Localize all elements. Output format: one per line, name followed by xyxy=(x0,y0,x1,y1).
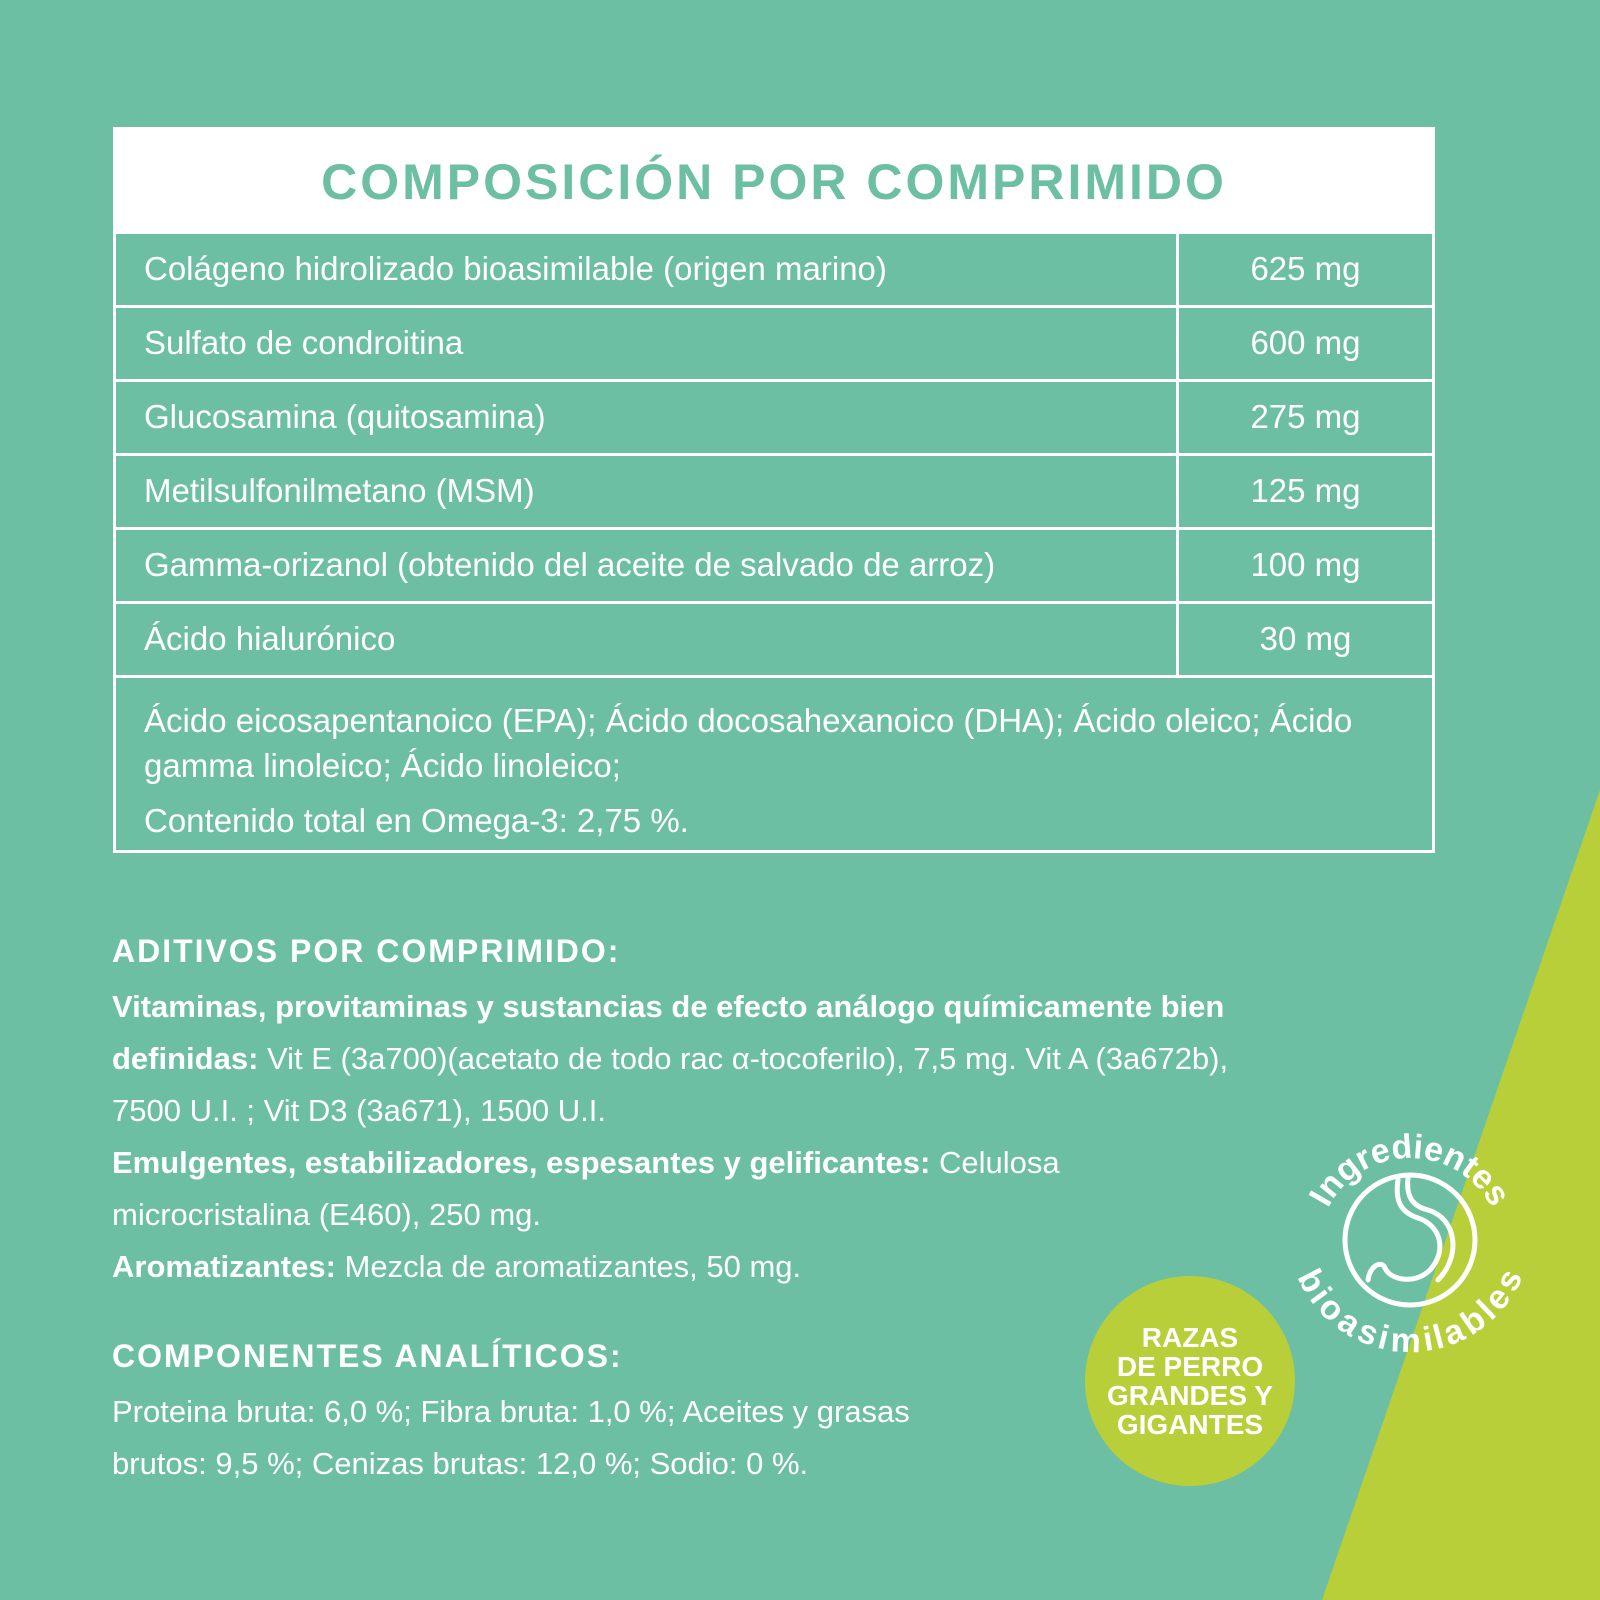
large-breeds-badge xyxy=(1085,1276,1295,1486)
analytical-heading: COMPONENTES ANALÍTICOS: xyxy=(112,1338,623,1374)
ingredient-name: Metilsulfonilmetano (MSM) xyxy=(116,456,1179,527)
ingredient-name: Ácido hialurónico xyxy=(116,604,1179,675)
ingredient-name: Gamma-orizanol (obtenido del aceite de salvado de arroz) xyxy=(116,530,1179,601)
ingredient-value: 600 mg xyxy=(1250,324,1361,361)
ingredient-value: 30 mg xyxy=(1259,620,1352,657)
composition-table xyxy=(113,127,1435,853)
table-row xyxy=(116,527,1432,601)
ingredient-value: 100 mg xyxy=(1250,546,1361,583)
table-row xyxy=(116,601,1432,675)
ingredient-name: Glucosamina (quitosamina) xyxy=(116,382,1179,453)
emulsifiers-text: Celulosa microcristalina (E460), 250 mg. xyxy=(112,1145,1060,1232)
badge-bottom-text: bioasimilables xyxy=(1290,1263,1530,1360)
omega-total: Contenido total en Omega-3: 2,75 %. xyxy=(144,802,689,839)
omega-acids: Ácido eicosapentanoico (EPA); Ácido docosahexanoico (DHA); Ácido oleico; Ácido gamma linoleico; Ácido linoleico; xyxy=(144,702,1353,784)
additives-section xyxy=(112,925,1262,1293)
table-row xyxy=(116,305,1432,379)
stomach-icon xyxy=(1368,1178,1453,1280)
badge-line: GIGANTES xyxy=(1116,1409,1264,1440)
badge-line: RAZAS xyxy=(1141,1322,1239,1353)
analytical-text: Proteina bruta: 6,0 %; Fibra bruta: 1,0 %; Aceites y grasas brutos: 9,5 %; Cenizas brutas: 12,0 %; Sodio: 0 %. xyxy=(112,1394,910,1481)
flavourings-text: Mezcla de aromatizantes, 50 mg. xyxy=(335,1249,802,1284)
badge-line: DE PERRO xyxy=(1116,1351,1264,1382)
table-row xyxy=(116,231,1432,305)
flavourings-label: Aromatizantes: xyxy=(112,1249,336,1284)
analytical-section xyxy=(112,1330,992,1490)
vitamins-label: Vitaminas, provitaminas y sustancias de efecto análogo químicamente bien definidas: xyxy=(112,989,1225,1076)
additives-heading: ADITIVOS POR COMPRIMIDO: xyxy=(112,933,621,969)
ingredient-name: Sulfato de condroitina xyxy=(116,308,1179,379)
vitamins-text: Vit E (3a700)(acetato de todo rac α-tocoferilo), 7,5 mg. Vit A (3a672b), 7500 U.I. ; Vit D3 (3a671), 1500 U.I. xyxy=(112,1041,1229,1128)
table-row xyxy=(116,379,1432,453)
badge-line: GRANDES Y xyxy=(1107,1380,1273,1411)
ingredient-value: 625 mg xyxy=(1250,250,1361,287)
table-title: COMPOSICIÓN POR COMPRIMIDO xyxy=(116,130,1432,231)
bioassimilable-badge xyxy=(1290,1120,1530,1360)
ingredient-value: 275 mg xyxy=(1250,398,1361,435)
badge-top-text: Ingredientes xyxy=(1301,1127,1518,1213)
emulsifiers-label: Emulgentes, estabilizadores, espesantes y gelificantes: xyxy=(112,1145,931,1180)
ingredient-name: Colágeno hidrolizado bioasimilable (origen marino) xyxy=(116,234,1179,305)
omega-cell xyxy=(116,675,1432,863)
table-row xyxy=(116,453,1432,527)
ingredient-value: 125 mg xyxy=(1250,472,1361,509)
